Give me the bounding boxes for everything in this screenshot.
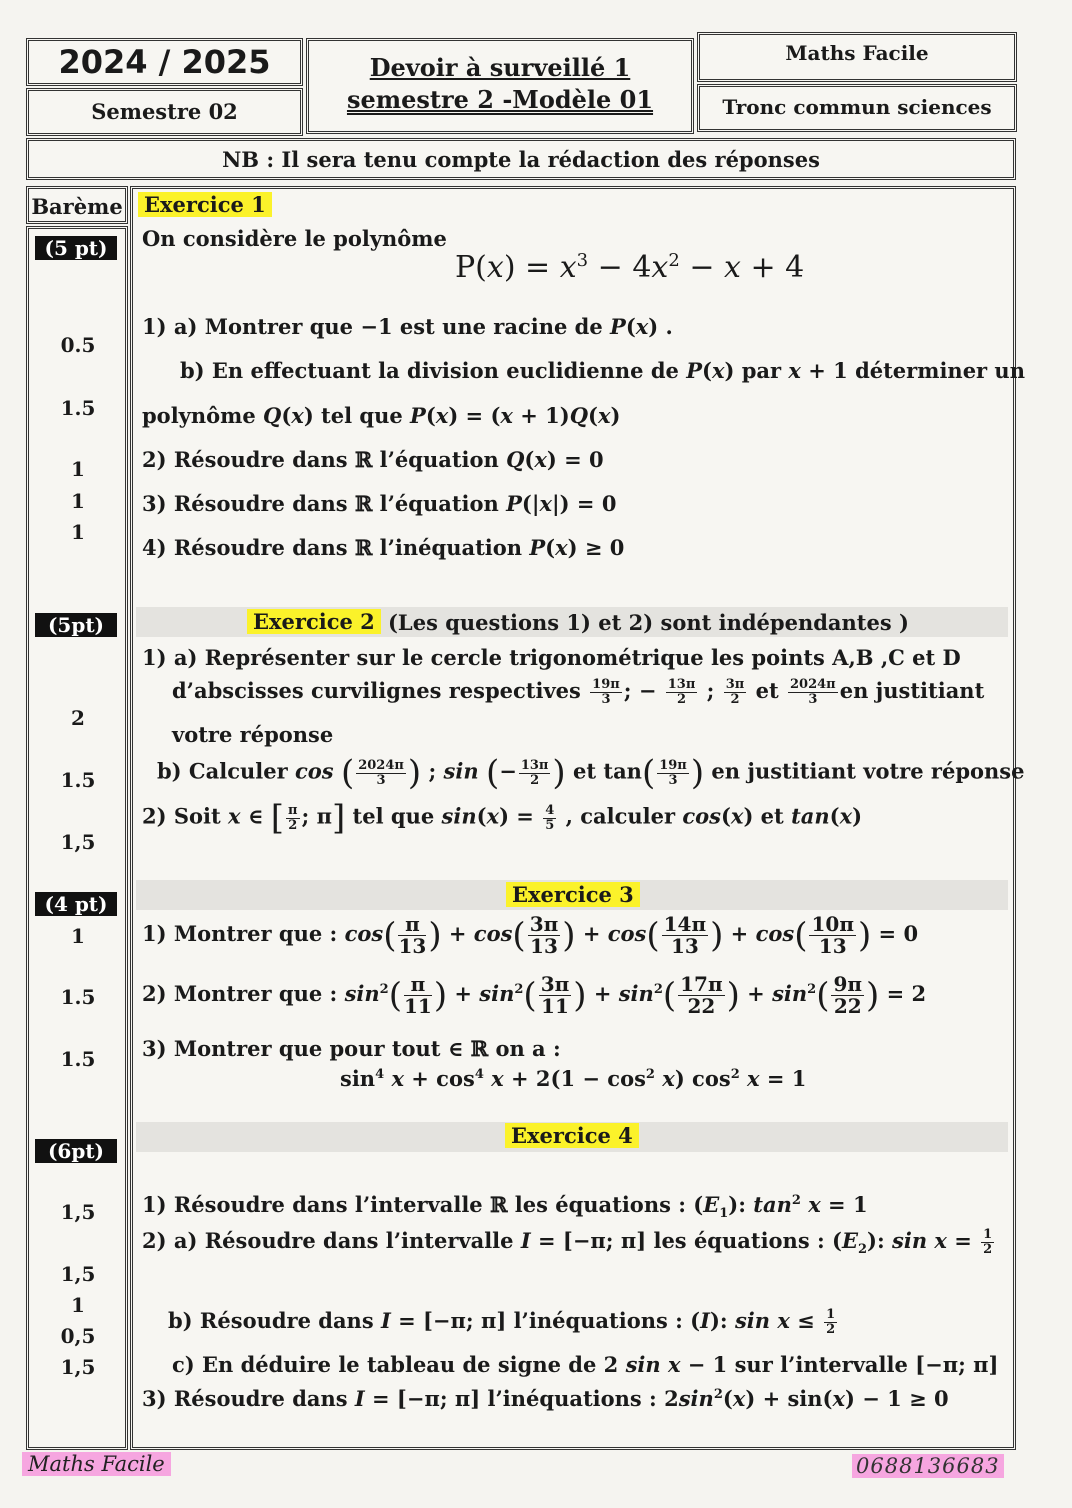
ex3-q2: 2) Montrer que : $\sin^2$( $\frac{\pi}{11}$ ) + $\sin^2$( $\frac{3\pi}{11}$ ) + $\sin^2$( $\frac{17\pi}{22}$ ) + $\sin^2$( $\frac{9\pi}{22}$ ) = 2 bbox=[142, 972, 927, 1018]
exercise-3-title: Exercice 3 bbox=[506, 882, 640, 907]
ex2-mark: 2 bbox=[71, 706, 85, 730]
bareme-label: Barème bbox=[31, 194, 123, 219]
ex3-mark: 1 bbox=[71, 924, 85, 948]
ex4-mark: 0,5 bbox=[60, 1324, 96, 1348]
ex4-q3: 3) Résoudre dans I = [−π; π] l’inéquations : $2\sin^2(x) + \sin(x) - 1 \ge 0$ bbox=[142, 1386, 949, 1411]
brand: Maths Facile bbox=[785, 41, 929, 65]
ex1-mark: 1 bbox=[71, 520, 85, 544]
note-box bbox=[26, 138, 1016, 180]
ex1-mark: 1 bbox=[71, 489, 85, 513]
ex1-q4: 4) Résoudre dans ℝ l’inéquation P(x) ≥ 0 bbox=[142, 535, 625, 560]
ex4-mark: 1 bbox=[71, 1293, 85, 1317]
exercise-3-points: (4 pt) bbox=[35, 892, 117, 916]
ex1-q1b: b) En effectuant la division euclidienne de P(x) par x + 1 déterminer un bbox=[180, 358, 1025, 383]
level-box bbox=[697, 84, 1017, 132]
ex1-mark: 1 bbox=[71, 457, 85, 481]
year: 2024 / 2025 bbox=[58, 43, 271, 81]
level: Tronc commun sciences bbox=[722, 95, 992, 119]
ex2-mark: 1.5 bbox=[60, 768, 96, 792]
year-box bbox=[26, 38, 303, 86]
title-box bbox=[306, 38, 694, 134]
exercise-4-points: (6pt) bbox=[35, 1139, 117, 1163]
ex4-q2a: 2) a) Résoudre dans l’intervalle I = [−π; π] les équations : $(E_2)$: sin x = $\frac{1}{2}$ bbox=[142, 1227, 993, 1258]
title-line2: semestre 2 -Modèle 01 bbox=[346, 85, 654, 114]
ex1-q2: 2) Résoudre dans ℝ l’équation Q(x) = 0 bbox=[142, 447, 604, 472]
ex1-intro: On considère le polynôme bbox=[142, 226, 447, 251]
exercise-2-subtitle: (Les questions 1) et 2) sont indépendantes ) bbox=[388, 610, 909, 635]
exercise-1-title: Exercice 1 bbox=[138, 192, 272, 217]
ex3-q3-formula: $\sin^4 x + \cos^4 x + 2(1 - \cos^2 x)$ $\cos^2 x = 1$ bbox=[340, 1066, 807, 1091]
footer-brand: Maths Facile bbox=[22, 1452, 171, 1476]
title-line1: Devoir à surveillé 1 bbox=[369, 53, 631, 82]
semester-box bbox=[26, 88, 303, 136]
ex1-mark: 1.5 bbox=[60, 396, 96, 420]
exercise-1-points: (5 pt) bbox=[35, 236, 117, 260]
footer-phone: 0688136683 bbox=[852, 1454, 1004, 1478]
ex3-mark: 1.5 bbox=[60, 1047, 96, 1071]
ex3-q1: 1) Montrer que : cos( $\frac{\pi}{13}$ ) + cos( $\frac{3\pi}{13}$ ) + cos( $\frac{14\pi}{13}$ ) + cos( $\frac{10\pi}{13}$ ) = 0 bbox=[142, 912, 919, 958]
semester: Semestre 02 bbox=[91, 99, 238, 124]
ex4-q2c: c) En déduire le tableau de signe de 2 sin x − 1 sur l’intervalle [−π; π] bbox=[172, 1352, 999, 1377]
ex1-mark: 0.5 bbox=[60, 333, 96, 357]
ex1-q1a: 1) a) Montrer que −1 est une racine de P(x) . bbox=[142, 314, 673, 339]
ex2-mark: 1,5 bbox=[60, 830, 96, 854]
brand-box bbox=[697, 32, 1017, 82]
ex1-q1b-cont: polynôme Q(x) tel que P(x) = (x + 1)Q(x) bbox=[142, 403, 621, 428]
note: NB : Il sera tenu compte la rédaction des réponses bbox=[222, 147, 820, 172]
bareme-header bbox=[26, 186, 128, 224]
ex1-polynomial: $P(x) = x^3 - 4x^2 - x + 4$ bbox=[455, 250, 805, 285]
ex2-q1b: b) Calculer cos ( $\frac{2024\pi}{3}$ ) ; sin (− $\frac{13\pi}{2}$ ) et tan( $\frac{19\pi}{3}$ ) en justitiant votre réponse bbox=[157, 753, 1025, 793]
ex3-mark: 1.5 bbox=[60, 985, 96, 1009]
exercise-2-title: Exercice 2 bbox=[247, 609, 381, 634]
ex2-q1a-end: votre réponse bbox=[172, 722, 334, 747]
ex1-q3: 3) Résoudre dans ℝ l’équation P(|x|) = 0 bbox=[142, 491, 617, 516]
ex4-q1: 1) Résoudre dans l’intervalle ℝ les équations : $(E_1)$: $\tan^2 x = 1$ bbox=[142, 1192, 868, 1222]
ex2-q1a: 1) a) Représenter sur le cercle trigonométrique les points A,B ,C et D bbox=[142, 645, 961, 670]
ex2-q2: 2) Soit x ∈ [ $\frac{\pi}{2}$ ; π] tel que sin(x) = $\frac{4}{5}$ , calculer cos(x) et tan(x) bbox=[142, 798, 863, 838]
ex4-mark: 1,5 bbox=[60, 1262, 96, 1286]
ex4-mark: 1,5 bbox=[60, 1200, 96, 1224]
ex4-q2b: b) Résoudre dans I = [−π; π] l’inéquations : (I): sin x ≤ $\frac{1}{2}$ bbox=[168, 1307, 836, 1337]
exercise-4-title: Exercice 4 bbox=[505, 1123, 639, 1148]
ex4-mark: 1,5 bbox=[60, 1355, 96, 1379]
ex2-q1a-cont: d’abscisses curvilignes respectives $\frac{19\pi}{3}$ ; − $\frac{13\pi}{2}$ ; $\frac{3\pi}{2}$ et $\frac{2024\pi}{3}$ en justitiant bbox=[172, 677, 985, 707]
exercise-2-points: (5pt) bbox=[35, 613, 117, 637]
ex3-q3: 3) Montrer que pour tout ∈ ℝ on a : bbox=[142, 1036, 561, 1061]
